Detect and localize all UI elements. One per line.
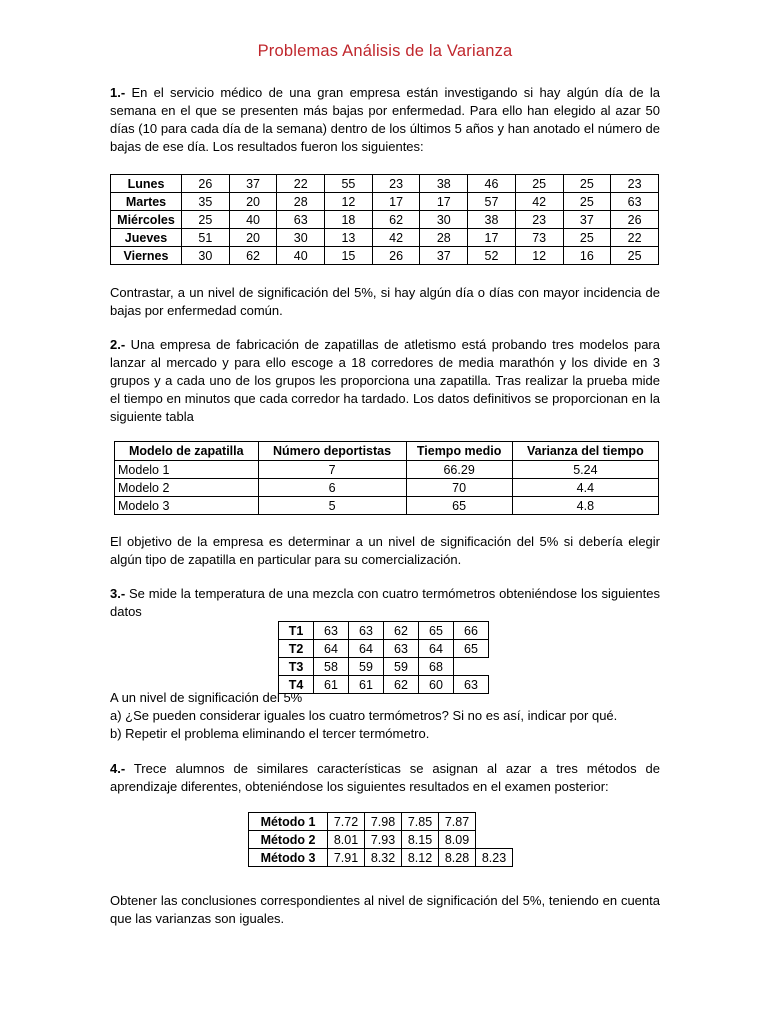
cell: 64 (314, 640, 349, 658)
cell: 65 (406, 497, 512, 515)
cell: 12 (515, 247, 563, 265)
problem-1-question: Contrastar, a un nivel de significación del 5%, si hay algún día o días con mayor incidencia de bajas por enfermedad común. (110, 285, 660, 318)
empty-cell (476, 831, 513, 849)
cell: 23 (611, 175, 659, 193)
header-numero: Número deportistas (258, 442, 406, 461)
table-row (115, 497, 659, 515)
cell: 63 (454, 676, 489, 694)
cell: 23 (515, 211, 563, 229)
cell: 37 (420, 247, 468, 265)
cell: 64 (349, 640, 384, 658)
cell: 8.28 (439, 849, 476, 867)
cell: 61 (349, 676, 384, 694)
cell: 18 (325, 211, 373, 229)
cell: 7 (258, 461, 406, 479)
table-row (249, 831, 513, 849)
cell: 7.98 (365, 813, 402, 831)
cell: 40 (229, 211, 277, 229)
cell: 17 (468, 229, 516, 247)
cell: 7.87 (439, 813, 476, 831)
cell: 59 (384, 658, 419, 676)
cell: 63 (314, 622, 349, 640)
problem-1-statement (110, 84, 660, 156)
shoe-models-table (114, 441, 659, 515)
cell: Modelo 3 (115, 497, 259, 515)
cell: 7.93 (365, 831, 402, 849)
methods-table (248, 812, 513, 867)
cell: 42 (372, 229, 420, 247)
cell: 20 (229, 229, 277, 247)
problem-4-text: Trece alumnos de similares características se asignan al azar a tres métodos de aprendizaje diferentes, obteniéndose los siguientes resultados en el examen posterior: (110, 761, 660, 794)
row-label: Método 3 (249, 849, 328, 867)
cell: 20 (229, 193, 277, 211)
problem-4-statement (110, 760, 660, 796)
cell: 64 (419, 640, 454, 658)
cell: 42 (515, 193, 563, 211)
table-row (115, 461, 659, 479)
cell: 4.8 (512, 497, 658, 515)
cell: 52 (468, 247, 516, 265)
cell: 62 (384, 622, 419, 640)
table-row (279, 640, 489, 658)
cell: 22 (611, 229, 659, 247)
header-modelo: Modelo de zapatilla (115, 442, 259, 461)
cell: 16 (563, 247, 611, 265)
page-title: Problemas Análisis de la Varianza (257, 42, 513, 60)
cell: 15 (325, 247, 373, 265)
row-label: Jueves (111, 229, 182, 247)
cell: 25 (563, 229, 611, 247)
cell: 26 (372, 247, 420, 265)
cell: 25 (563, 175, 611, 193)
cell: 6 (258, 479, 406, 497)
cell: 63 (277, 211, 325, 229)
cell: 5.24 (512, 461, 658, 479)
cell: 28 (420, 229, 468, 247)
cell: 4.4 (512, 479, 658, 497)
cell: 17 (372, 193, 420, 211)
cell: 70 (406, 479, 512, 497)
cell: 63 (384, 640, 419, 658)
header-tiempo: Tiempo medio (406, 442, 512, 461)
cell: 63 (349, 622, 384, 640)
cell: 30 (182, 247, 230, 265)
cell: 62 (229, 247, 277, 265)
cell: 30 (277, 229, 325, 247)
cell: 5 (258, 497, 406, 515)
table-row (111, 211, 659, 229)
cell: Modelo 1 (115, 461, 259, 479)
cell: 22 (277, 175, 325, 193)
cell: 13 (325, 229, 373, 247)
cell: 38 (468, 211, 516, 229)
table-row (111, 193, 659, 211)
problem-3-line-3: b) Repetir el problema eliminando el tercer termómetro. (110, 726, 430, 741)
row-label: T1 (279, 622, 314, 640)
table-row (249, 849, 513, 867)
row-label: Miércoles (111, 211, 182, 229)
table-row (111, 247, 659, 265)
cell: 65 (419, 622, 454, 640)
cell: 7.72 (328, 813, 365, 831)
problem-3-line-1: A un nivel de significación del 5% (110, 690, 303, 705)
row-label: T3 (279, 658, 314, 676)
cell: 62 (372, 211, 420, 229)
problem-2-text: Una empresa de fabricación de zapatillas de atletismo está probando tres modelos para lanzar al mercado y para ello escoge a 18 corredores de media marathón y los divide en 3 grupos y a cada uno de los grupos les proporciona una zapatilla. Tras realizar la prueba mide el tiempo en minutos que cada corredor ha tardado. Los datos definitivos se proporcionan en la siguiente tabla (110, 337, 660, 424)
shoe-table-header-row (115, 442, 659, 461)
cell: 8.23 (476, 849, 513, 867)
thermometers-table (278, 621, 489, 694)
cell: 7.85 (402, 813, 439, 831)
row-label: T2 (279, 640, 314, 658)
row-label: Método 2 (249, 831, 328, 849)
cell: 68 (419, 658, 454, 676)
cell: 65 (454, 640, 489, 658)
problem-1-number: 1.- (110, 85, 126, 100)
cell: 23 (372, 175, 420, 193)
cell: 66 (454, 622, 489, 640)
cell: 26 (611, 211, 659, 229)
cell: 66.29 (406, 461, 512, 479)
header-varianza: Varianza del tiempo (512, 442, 658, 461)
problem-3-statement (110, 585, 660, 621)
empty-cell (454, 658, 489, 676)
cell: 51 (182, 229, 230, 247)
table-row (249, 813, 513, 831)
table-row (279, 658, 489, 676)
cell: 73 (515, 229, 563, 247)
cell: 8.15 (402, 831, 439, 849)
cell: 57 (468, 193, 516, 211)
problem-4-number: 4.- (110, 761, 126, 776)
cell: 59 (349, 658, 384, 676)
cell: 62 (384, 676, 419, 694)
cell: 28 (277, 193, 325, 211)
cell: 8.01 (328, 831, 365, 849)
table-row (111, 175, 659, 193)
cell: 30 (420, 211, 468, 229)
cell: 25 (515, 175, 563, 193)
cell: 38 (420, 175, 468, 193)
problem-3-number: 3.- (110, 586, 126, 601)
row-label: Método 1 (249, 813, 328, 831)
problem-3-text: Se mide la temperatura de una mezcla con cuatro termómetros obteniéndose los siguientes datos (110, 586, 660, 619)
cell: 46 (468, 175, 516, 193)
cell: 8.09 (439, 831, 476, 849)
cell: 8.12 (402, 849, 439, 867)
cell: 25 (611, 247, 659, 265)
table-row (111, 229, 659, 247)
cell: 12 (325, 193, 373, 211)
row-label: Lunes (111, 175, 182, 193)
problem-2-question: El objetivo de la empresa es determinar a un nivel de significación del 5% si debería elegir algún tipo de zapatilla en particular para su comercialización. (110, 534, 660, 567)
cell: Modelo 2 (115, 479, 259, 497)
row-label: Martes (111, 193, 182, 211)
cell: 26 (182, 175, 230, 193)
absences-table (110, 174, 659, 265)
cell: 17 (420, 193, 468, 211)
cell: 37 (563, 211, 611, 229)
table-row (279, 622, 489, 640)
cell: 8.32 (365, 849, 402, 867)
cell: 55 (325, 175, 373, 193)
cell: 37 (229, 175, 277, 193)
problem-1-text: En el servicio médico de una gran empresa están investigando si hay algún día de la semana en el que se presenten más bajas por enfermedad. Para ello han elegido al azar 50 días (10 para cada día de la semana) dentro de los últimos 5 años y han anotado el número de bajas de ese día. Los resultados fueron los siguientes: (110, 85, 660, 154)
row-label: Viernes (111, 247, 182, 265)
cell: 61 (314, 676, 349, 694)
cell: 35 (182, 193, 230, 211)
cell: 7.91 (328, 849, 365, 867)
empty-cell (476, 813, 513, 831)
problem-2-statement (110, 336, 660, 426)
row-label: T4 (279, 676, 314, 694)
problem-4-question: Obtener las conclusiones correspondientes al nivel de significación del 5%, teniendo en cuenta que las varianzas son iguales. (110, 893, 660, 926)
problem-3-line-2: a) ¿Se pueden considerar iguales los cuatro termómetros? Si no es así, indicar por qué. (110, 708, 618, 723)
cell: 63 (611, 193, 659, 211)
table-row (115, 479, 659, 497)
cell: 58 (314, 658, 349, 676)
cell: 25 (182, 211, 230, 229)
problem-2-number: 2.- (110, 337, 126, 352)
cell: 25 (563, 193, 611, 211)
cell: 60 (419, 676, 454, 694)
cell: 40 (277, 247, 325, 265)
